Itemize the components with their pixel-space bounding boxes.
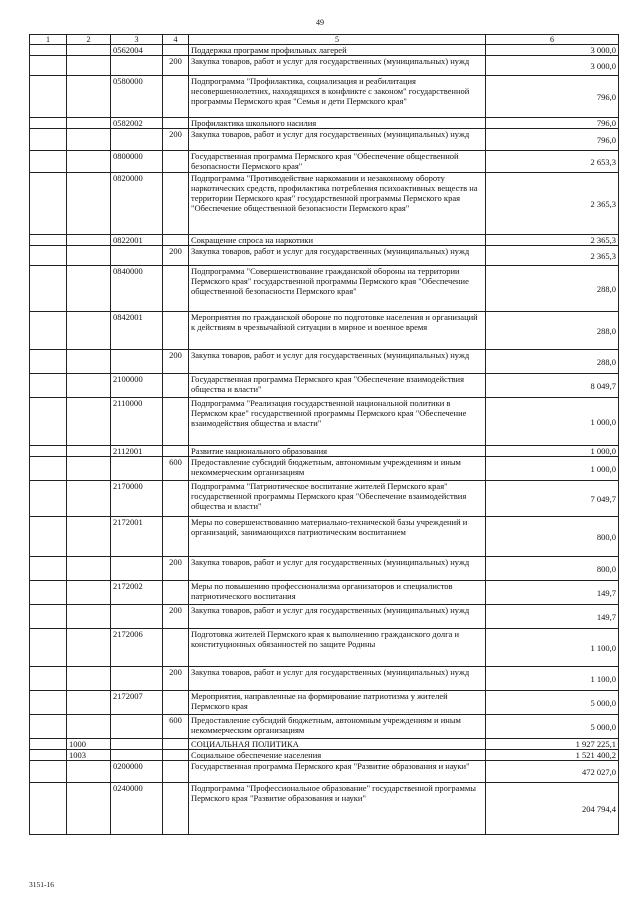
page-number: 49 xyxy=(316,18,324,27)
amount-cell: 149,7 xyxy=(486,605,619,629)
expense-type-cell xyxy=(163,235,189,246)
section-code-cell xyxy=(30,629,67,667)
table-row xyxy=(30,629,619,667)
item-name-cell: Подготовка жителей Пермского края к выполнению гражданского долга и конституционных обязанностей по защите Родины xyxy=(189,629,486,667)
item-name-cell: Закупка товаров, работ и услуг для государственных (муниципальных) нужд xyxy=(189,56,486,76)
table-row xyxy=(30,715,619,739)
expense-type-cell xyxy=(163,761,189,783)
expense-type-cell xyxy=(163,266,189,312)
expense-type-cell xyxy=(163,739,189,750)
section-code-cell xyxy=(30,667,67,691)
subsection-code-cell xyxy=(67,715,111,739)
section-code-cell xyxy=(30,129,67,151)
section-code-cell xyxy=(30,45,67,56)
target-article-cell: 2100000 xyxy=(111,374,163,398)
table-row xyxy=(30,45,619,56)
section-code-cell xyxy=(30,246,67,266)
table-row xyxy=(30,266,619,312)
subsection-code-cell: 1000 xyxy=(67,739,111,750)
target-article-cell: 2110000 xyxy=(111,398,163,446)
section-code-cell xyxy=(30,312,67,350)
target-article-cell: 2172006 xyxy=(111,629,163,667)
table-row xyxy=(30,691,619,715)
subsection-code-cell xyxy=(67,374,111,398)
expense-type-cell: 600 xyxy=(163,715,189,739)
amount-cell: 2 653,3 xyxy=(486,151,619,173)
subsection-code-cell xyxy=(67,266,111,312)
amount-cell: 204 794,4 xyxy=(486,783,619,835)
item-name-cell: Закупка товаров, работ и услуг для государственных (муниципальных) нужд xyxy=(189,557,486,581)
section-code-cell xyxy=(30,76,67,118)
item-name-cell: СОЦИАЛЬНАЯ ПОЛИТИКА xyxy=(189,739,486,750)
expense-type-cell xyxy=(163,118,189,129)
target-article-cell xyxy=(111,557,163,581)
subsection-code-cell xyxy=(67,446,111,457)
subsection-code-cell xyxy=(67,312,111,350)
table-row xyxy=(30,446,619,457)
amount-cell: 1 100,0 xyxy=(486,629,619,667)
item-name-cell: Предоставление субсидий бюджетным, автономным учреждениям и иным некоммерческим организациям xyxy=(189,715,486,739)
target-article-cell: 2112001 xyxy=(111,446,163,457)
target-article-cell xyxy=(111,246,163,266)
item-name-cell: Закупка товаров, работ и услуг для государственных (муниципальных) нужд xyxy=(189,129,486,151)
table-row xyxy=(30,312,619,350)
amount-cell: 2 365,3 xyxy=(486,246,619,266)
subsection-code-cell xyxy=(67,667,111,691)
table-row xyxy=(30,118,619,129)
item-name-cell: Подпрограмма "Совершенствование гражданской обороны на территории Пермского края" государственной программы Пермского края "Обеспечение общественной безопасности Пермского края" xyxy=(189,266,486,312)
item-name-cell: Поддержка программ профильных лагерей xyxy=(189,45,486,56)
expense-type-cell xyxy=(163,783,189,835)
table-row xyxy=(30,374,619,398)
item-name-cell: Закупка товаров, работ и услуг для государственных (муниципальных) нужд xyxy=(189,350,486,374)
table-row xyxy=(30,56,619,76)
section-code-cell xyxy=(30,151,67,173)
expense-type-cell xyxy=(163,151,189,173)
amount-cell: 2 365,3 xyxy=(486,235,619,246)
target-article-cell: 2170000 xyxy=(111,481,163,517)
item-name-cell: Закупка товаров, работ и услуг для государственных (муниципальных) нужд xyxy=(189,667,486,691)
amount-cell: 796,0 xyxy=(486,76,619,118)
target-article-cell: 0582002 xyxy=(111,118,163,129)
amount-cell: 1 521 400,2 xyxy=(486,750,619,761)
subsection-code-cell xyxy=(67,481,111,517)
table-row xyxy=(30,667,619,691)
subsection-code-cell xyxy=(67,457,111,481)
item-name-cell: Сокращение спроса на наркотики xyxy=(189,235,486,246)
target-article-cell xyxy=(111,129,163,151)
expense-type-cell xyxy=(163,76,189,118)
target-article-cell: 0842001 xyxy=(111,312,163,350)
expense-type-cell xyxy=(163,629,189,667)
amount-cell: 800,0 xyxy=(486,517,619,557)
amount-cell: 288,0 xyxy=(486,350,619,374)
section-code-cell xyxy=(30,761,67,783)
item-name-cell: Профилактика школьного насилия xyxy=(189,118,486,129)
item-name-cell: Подпрограмма "Профессиональное образование" государственной программы Пермского края "Развитие образования и науки" xyxy=(189,783,486,835)
section-code-cell xyxy=(30,581,67,605)
item-name-cell: Меры по совершенствованию материально-технической базы учреждений и организаций, занимающихся патриотическим воспитанием xyxy=(189,517,486,557)
column-header: 2 xyxy=(67,35,111,45)
expense-type-cell: 200 xyxy=(163,667,189,691)
item-name-cell: Предоставление субсидий бюджетным, автономным учреждениям и иным некоммерческим организациям xyxy=(189,457,486,481)
subsection-code-cell xyxy=(67,629,111,667)
target-article-cell: 0200000 xyxy=(111,761,163,783)
item-name-cell: Подпрограмма "Противодействие наркомании и незаконному обороту наркотических средств, профилактика потребления психоактивных веществ на территории Пермского края" государственной программы Пермского края "Обеспечение общественной безопасности Пермского края" xyxy=(189,173,486,235)
target-article-cell xyxy=(111,56,163,76)
section-code-cell xyxy=(30,750,67,761)
table-row xyxy=(30,350,619,374)
section-code-cell xyxy=(30,739,67,750)
section-code-cell xyxy=(30,481,67,517)
section-code-cell xyxy=(30,118,67,129)
item-name-cell: Государственная программа Пермского края "Развитие образования и науки" xyxy=(189,761,486,783)
section-code-cell xyxy=(30,266,67,312)
column-number-row xyxy=(30,35,619,45)
table-row xyxy=(30,129,619,151)
target-article-cell: 0840000 xyxy=(111,266,163,312)
expense-type-cell xyxy=(163,446,189,457)
amount-cell: 8 049,7 xyxy=(486,374,619,398)
expense-type-cell xyxy=(163,517,189,557)
section-code-cell xyxy=(30,173,67,235)
section-code-cell xyxy=(30,398,67,446)
target-article-cell xyxy=(111,350,163,374)
expense-type-cell: 200 xyxy=(163,129,189,151)
expense-type-cell xyxy=(163,398,189,446)
table-row xyxy=(30,739,619,750)
target-article-cell: 0800000 xyxy=(111,151,163,173)
item-name-cell: Подпрограмма "Патриотическое воспитание жителей Пермского края" государственной программы Пермского края "Обеспечение взаимодействия общества и власти" xyxy=(189,481,486,517)
subsection-code-cell xyxy=(67,517,111,557)
subsection-code-cell xyxy=(67,557,111,581)
amount-cell: 796,0 xyxy=(486,118,619,129)
amount-cell: 1 000,0 xyxy=(486,446,619,457)
section-code-cell xyxy=(30,235,67,246)
subsection-code-cell xyxy=(67,246,111,266)
table-row xyxy=(30,151,619,173)
subsection-code-cell xyxy=(67,691,111,715)
item-name-cell: Закупка товаров, работ и услуг для государственных (муниципальных) нужд xyxy=(189,605,486,629)
section-code-cell xyxy=(30,783,67,835)
section-code-cell xyxy=(30,715,67,739)
amount-cell: 5 000,0 xyxy=(486,691,619,715)
target-article-cell xyxy=(111,667,163,691)
expense-type-cell: 600 xyxy=(163,457,189,481)
item-name-cell: Государственная программа Пермского края "Обеспечение взаимодействия общества и власти" xyxy=(189,374,486,398)
expense-type-cell xyxy=(163,691,189,715)
amount-cell: 7 049,7 xyxy=(486,481,619,517)
expense-type-cell xyxy=(163,481,189,517)
item-name-cell: Подпрограмма "Реализация государственной национальной политики в Пермском крае" государственной программы Пермского края "Обеспечение взаимодействия общества и власти" xyxy=(189,398,486,446)
expense-type-cell: 200 xyxy=(163,557,189,581)
expense-type-cell: 200 xyxy=(163,350,189,374)
table-row xyxy=(30,173,619,235)
amount-cell: 2 365,3 xyxy=(486,173,619,235)
table-row xyxy=(30,246,619,266)
item-name-cell: Государственная программа Пермского края "Обеспечение общественной безопасности Пермского края" xyxy=(189,151,486,173)
target-article-cell xyxy=(111,605,163,629)
footer-code: 3151-16 xyxy=(29,880,54,889)
item-name-cell: Развитие национального образования xyxy=(189,446,486,457)
section-code-cell xyxy=(30,374,67,398)
section-code-cell xyxy=(30,517,67,557)
table-row xyxy=(30,481,619,517)
table-row xyxy=(30,235,619,246)
amount-cell: 1 927 225,1 xyxy=(486,739,619,750)
table-row xyxy=(30,517,619,557)
amount-cell: 472 027,0 xyxy=(486,761,619,783)
item-name-cell: Социальное обеспечение населения xyxy=(189,750,486,761)
target-article-cell: 0562004 xyxy=(111,45,163,56)
section-code-cell xyxy=(30,557,67,581)
table-row xyxy=(30,457,619,481)
subsection-code-cell xyxy=(67,173,111,235)
table-row xyxy=(30,76,619,118)
column-header: 1 xyxy=(30,35,67,45)
amount-cell: 5 000,0 xyxy=(486,715,619,739)
subsection-code-cell: 1003 xyxy=(67,750,111,761)
table-row xyxy=(30,761,619,783)
expense-type-cell xyxy=(163,173,189,235)
subsection-code-cell xyxy=(67,56,111,76)
amount-cell: 800,0 xyxy=(486,557,619,581)
subsection-code-cell xyxy=(67,398,111,446)
target-article-cell: 2172002 xyxy=(111,581,163,605)
target-article-cell xyxy=(111,750,163,761)
subsection-code-cell xyxy=(67,129,111,151)
budget-table xyxy=(29,34,619,835)
expense-type-cell xyxy=(163,312,189,350)
table-row xyxy=(30,783,619,835)
amount-cell: 796,0 xyxy=(486,129,619,151)
section-code-cell xyxy=(30,446,67,457)
column-header: 5 xyxy=(189,35,486,45)
amount-cell: 1 000,0 xyxy=(486,398,619,446)
target-article-cell xyxy=(111,715,163,739)
subsection-code-cell xyxy=(67,761,111,783)
table-row xyxy=(30,581,619,605)
item-name-cell: Закупка товаров, работ и услуг для государственных (муниципальных) нужд xyxy=(189,246,486,266)
expense-type-cell xyxy=(163,581,189,605)
expense-type-cell: 200 xyxy=(163,246,189,266)
subsection-code-cell xyxy=(67,118,111,129)
item-name-cell: Подпрограмма "Профилактика, социализация и реабилитация несовершеннолетних, находящихся в конфликте с законом" государственной программы Пермского края "Семья и дети Пермского края" xyxy=(189,76,486,118)
subsection-code-cell xyxy=(67,350,111,374)
expense-type-cell xyxy=(163,374,189,398)
table-row xyxy=(30,750,619,761)
column-header: 6 xyxy=(486,35,619,45)
subsection-code-cell xyxy=(67,76,111,118)
subsection-code-cell xyxy=(67,605,111,629)
amount-cell: 288,0 xyxy=(486,312,619,350)
section-code-cell xyxy=(30,56,67,76)
expense-type-cell xyxy=(163,45,189,56)
target-article-cell: 0820000 xyxy=(111,173,163,235)
amount-cell: 3 000,0 xyxy=(486,56,619,76)
section-code-cell xyxy=(30,350,67,374)
column-header: 3 xyxy=(111,35,163,45)
target-article-cell: 2172001 xyxy=(111,517,163,557)
target-article-cell xyxy=(111,739,163,750)
target-article-cell: 0580000 xyxy=(111,76,163,118)
target-article-cell xyxy=(111,457,163,481)
subsection-code-cell xyxy=(67,151,111,173)
item-name-cell: Мероприятия по гражданской обороне по подготовке населения и организаций к действиям в чрезвычайной ситуации в мирное и военное время xyxy=(189,312,486,350)
item-name-cell: Меры по повышению профессионализма организаторов и специалистов патриотического воспитания xyxy=(189,581,486,605)
subsection-code-cell xyxy=(67,783,111,835)
item-name-cell: Мероприятия, направленные на формирование патриотизма у жителей Пермского края xyxy=(189,691,486,715)
amount-cell: 1 100,0 xyxy=(486,667,619,691)
expense-type-cell: 200 xyxy=(163,56,189,76)
table-row xyxy=(30,398,619,446)
amount-cell: 3 000,0 xyxy=(486,45,619,56)
amount-cell: 149,7 xyxy=(486,581,619,605)
target-article-cell: 0240000 xyxy=(111,783,163,835)
expense-type-cell xyxy=(163,750,189,761)
subsection-code-cell xyxy=(67,235,111,246)
column-header: 4 xyxy=(163,35,189,45)
section-code-cell xyxy=(30,457,67,481)
section-code-cell xyxy=(30,691,67,715)
section-code-cell xyxy=(30,605,67,629)
table-row xyxy=(30,605,619,629)
target-article-cell: 2172007 xyxy=(111,691,163,715)
target-article-cell: 0822001 xyxy=(111,235,163,246)
amount-cell: 1 000,0 xyxy=(486,457,619,481)
subsection-code-cell xyxy=(67,45,111,56)
subsection-code-cell xyxy=(67,581,111,605)
table-row xyxy=(30,557,619,581)
amount-cell: 288,0 xyxy=(486,266,619,312)
expense-type-cell: 200 xyxy=(163,605,189,629)
